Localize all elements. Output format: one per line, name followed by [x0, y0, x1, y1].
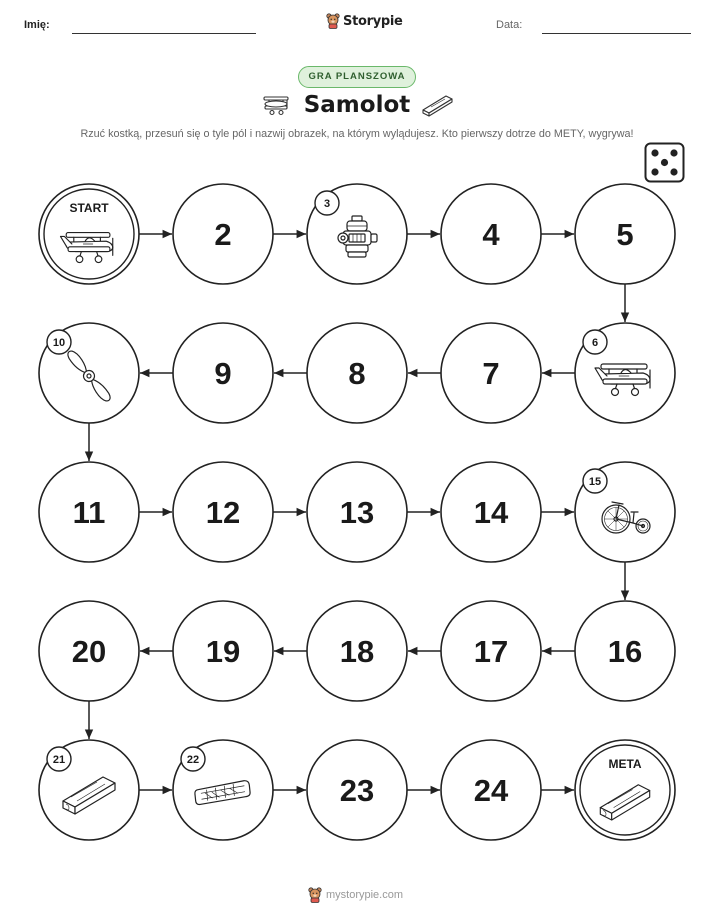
cell-number-badge — [181, 747, 205, 771]
board-cell-13[interactable] — [307, 462, 407, 562]
name-label: Imię: — [24, 19, 50, 31]
board-cell-20[interactable] — [39, 601, 139, 701]
cell-number: 2 — [214, 217, 232, 252]
cell-number: 12 — [205, 495, 241, 530]
board-cell-8[interactable] — [307, 323, 407, 423]
cell-number: 18 — [339, 634, 375, 669]
cell-number: 14 — [473, 495, 509, 530]
badge-number: 22 — [186, 754, 200, 766]
cell-number: 8 — [348, 356, 366, 391]
board-cell-16[interactable] — [575, 601, 675, 701]
board-cell-23[interactable] — [307, 740, 407, 840]
footer-site: mystorypie.com — [326, 889, 404, 901]
brand-name: Storypie — [343, 13, 403, 29]
badge-number: 10 — [52, 337, 66, 349]
cell-number: 17 — [473, 634, 509, 669]
board-cell-19[interactable] — [173, 601, 273, 701]
board-cell-17[interactable] — [441, 601, 541, 701]
cell-number: 7 — [482, 356, 500, 391]
board-cell-1[interactable] — [39, 184, 139, 284]
badge-number: 3 — [323, 198, 331, 210]
footer — [308, 887, 403, 903]
cell-number: 20 — [71, 634, 107, 669]
cell-number-badge — [47, 330, 71, 354]
cell-number: 24 — [473, 773, 509, 808]
board-cell-25[interactable] — [575, 740, 675, 840]
board-cell-4[interactable] — [441, 184, 541, 284]
cell-number-badge — [47, 747, 71, 771]
board-cell-14[interactable] — [441, 462, 541, 562]
date-label: Data: — [496, 19, 523, 31]
badge-number: 15 — [588, 476, 602, 488]
board-cell-11[interactable] — [39, 462, 139, 562]
cell-circle — [575, 740, 675, 840]
board-cell-10[interactable] — [39, 323, 139, 423]
cell-number: 23 — [339, 773, 375, 808]
board-cell-7[interactable] — [441, 323, 541, 423]
instructions: Rzuć kostką, przesuń się o tyle pól i nazwij obrazek, na którym wylądujesz. Kto pierwszy dotrze do METY, wygrywa! — [80, 128, 634, 140]
cell-number: 5 — [616, 217, 634, 252]
board-cell-12[interactable] — [173, 462, 273, 562]
board-cell-3[interactable] — [307, 184, 407, 284]
board-cell-22[interactable] — [173, 740, 273, 840]
board-cell-15[interactable] — [575, 462, 675, 562]
board-cell-2[interactable] — [173, 184, 273, 284]
finish-label: META — [608, 757, 642, 771]
badge-number: 21 — [52, 754, 66, 766]
board-cell-18[interactable] — [307, 601, 407, 701]
game-type-badge: GRA PLANSZOWA — [298, 66, 416, 88]
cell-number: 9 — [214, 356, 232, 391]
cell-number: 11 — [72, 495, 106, 530]
cell-number-badge — [583, 330, 607, 354]
cell-number-badge — [315, 191, 339, 215]
bear-mascot-icon — [308, 887, 322, 903]
board-cell-9[interactable] — [173, 323, 273, 423]
board-cell-24[interactable] — [441, 740, 541, 840]
game-title: Samolot — [303, 92, 411, 118]
board-cell-5[interactable] — [575, 184, 675, 284]
board-cell-21[interactable] — [39, 740, 139, 840]
start-label: START — [69, 201, 109, 215]
cell-number: 13 — [339, 495, 375, 530]
badge-number: 6 — [591, 337, 599, 349]
cell-number-badge — [583, 469, 607, 493]
cell-number: 16 — [607, 634, 643, 669]
cell-number: 19 — [205, 634, 241, 669]
cell-number: 4 — [482, 217, 500, 252]
board-cell-6[interactable] — [575, 323, 675, 423]
